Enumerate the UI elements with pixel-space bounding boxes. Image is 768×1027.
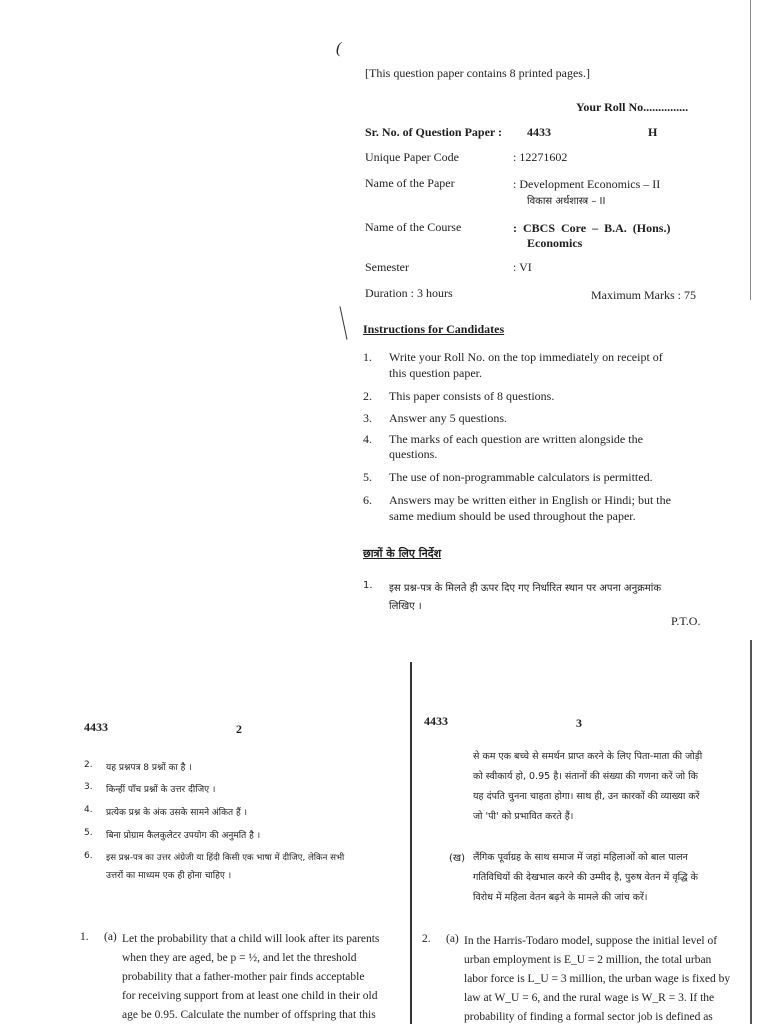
instruction-number: 4.	[363, 432, 372, 446]
item-text: इस प्रश्न-पत्र का उत्तर अंग्रेजी या हिंदी किसी एक भाषा में दीजिए, लेकिन सभी	[106, 853, 345, 863]
instruction-5	[363, 470, 713, 486]
duration: Duration : 3 hours	[365, 286, 453, 300]
instruction-text-cont: questions.	[389, 447, 438, 461]
paper-set: H	[648, 125, 658, 139]
item-text: प्रत्येक प्रश्न के अंक उसके सामने अंकित हैं ।	[106, 808, 248, 818]
page-2-code: 4433	[84, 720, 108, 734]
question-2-number: 2.	[422, 933, 431, 945]
instruction-6	[363, 493, 713, 525]
instruction-text: Answer any 5 questions.	[389, 411, 507, 425]
course-name-label: Name of the Course	[365, 220, 462, 234]
instruction-number: 5.	[363, 470, 372, 484]
sr-no-value: 4433	[527, 125, 551, 139]
sr-no-label: Sr. No. of Question Paper :	[365, 125, 503, 139]
text-line: In the Harris-Todaro model, suppose the initial level of	[464, 935, 718, 947]
instruction-number: 2.	[363, 389, 372, 403]
item-text: यह प्रश्नपत्र 8 प्रश्नों का है ।	[106, 763, 192, 773]
item-number: 4.	[84, 805, 93, 815]
scan-edge	[750, 640, 752, 1024]
text-line: लैंगिक पूर्वाग्रह के साथ समाज में जहां महिलाओं को बाल पालन	[473, 852, 688, 863]
hindi-item-6	[84, 851, 404, 883]
hindi-item-4	[84, 805, 404, 819]
question-2-part-a: (a)	[446, 933, 459, 945]
instruction-text-cont: same medium should be used throughout the paper.	[389, 509, 636, 523]
page-divider	[410, 662, 412, 1024]
text-line: labor force is L_U = 3 million, the urban wage is fixed by	[464, 973, 731, 985]
page-3-number: 3	[576, 716, 582, 730]
text-line: से कम एक बच्चे से समर्थन प्राप्त करने के लिए पिता-माता की जोड़ी	[473, 751, 703, 762]
scan-mark: (	[336, 40, 342, 57]
text-line: विरोध में महिला वेतन बढ़ने के मामले की जांच करें।	[473, 892, 648, 903]
hindi-instructions-title: छात्रों के लिए निर्देश	[363, 547, 442, 560]
page-3-code: 4433	[424, 714, 448, 728]
text-line: law at W_U = 6, and the rural wage is W_R = 3. If the	[464, 992, 715, 1004]
instruction-number: 6.	[363, 493, 372, 507]
hindi-instruction-1-number: 1.	[363, 580, 373, 591]
roll-number-line: Your Roll No...............	[576, 100, 689, 114]
item-text: बिना प्रोग्राम कैलकुलेटर उपयोग की अनुमति है ।	[106, 831, 261, 841]
max-marks: Maximum Marks : 75	[591, 288, 696, 302]
paper-name-value: : Development Economics – II	[513, 177, 661, 191]
text-line: जो 'पी' को प्रभावित करते हैं।	[473, 811, 574, 822]
instruction-3	[363, 411, 713, 427]
hindi-part-b-label: (ख)	[449, 853, 465, 864]
instruction-text: The marks of each question are written alongside the	[389, 432, 643, 446]
scan-edge	[750, 0, 751, 300]
instruction-number: 1.	[363, 350, 372, 364]
instruction-1	[363, 350, 713, 382]
instruction-4	[363, 432, 713, 464]
text-line: probability that a father-mother pair finds acceptable	[122, 971, 365, 983]
item-text: किन्हीं पाँच प्रश्नों के उत्तर दीजिए ।	[106, 785, 216, 795]
hindi-instruction-1-text-cont: लिखिए ।	[389, 601, 422, 612]
text-line: गतिविधियों की देखभाल करने की उम्मीद है, पुरुष वेतन में वृद्धि के	[473, 872, 698, 883]
instruction-number: 3.	[363, 411, 372, 425]
item-number: 2.	[84, 760, 93, 770]
paper-name-hindi: विकास अर्थशास्त्र – II	[527, 196, 606, 207]
text-line: यह दंपति चुनना चाहता होगा। साथ ही, उन कारकों की व्याख्या करें	[473, 791, 700, 802]
question-1a-text	[122, 930, 394, 1025]
text-line: urban employment is E_U = 2 million, the total urban	[464, 954, 712, 966]
hindi-item-5	[84, 828, 404, 842]
course-name-value-2: Economics	[527, 236, 583, 250]
item-text-cont: उत्तरों का माध्यम एक ही होना चाहिए ।	[106, 871, 232, 881]
question-2a-text	[464, 932, 736, 1027]
instruction-2	[363, 389, 713, 405]
instruction-text-cont: this question paper.	[389, 366, 482, 380]
semester-value: : VI	[513, 260, 532, 274]
item-number: 3.	[84, 782, 93, 792]
hindi-item-2	[84, 760, 404, 774]
instruction-text: This paper consists of 8 questions.	[389, 389, 555, 403]
question-1-number: 1.	[80, 931, 89, 943]
semester-label: Semester	[365, 260, 409, 274]
item-number: 6.	[84, 851, 93, 861]
paper-name-label: Name of the Paper	[365, 176, 455, 190]
instruction-text: Answers may be written either in English or Hindi; but the	[389, 493, 671, 507]
instruction-text: The use of non-programmable calculators is permitted.	[389, 470, 653, 484]
question-1-part-a: (a)	[104, 931, 117, 943]
hindi-instruction-1-text: इस प्रश्न-पत्र के मिलते ही ऊपर दिए गए निर्धारित स्थान पर अपना अनुक्रमांक	[389, 583, 662, 594]
text-line: when they are aged, be p = ½, and let the threshold	[122, 952, 357, 964]
text-line: for receiving support from at least one child in their old	[122, 990, 378, 1002]
please-turn-over: P.T.O.	[671, 614, 701, 628]
instruction-text: Write your Roll No. on the top immediately on receipt of	[389, 350, 663, 364]
header-note: [This question paper contains 8 printed pages.]	[365, 66, 590, 80]
scan-artifact-slash	[339, 306, 347, 340]
paper-code-label: Unique Paper Code	[365, 150, 459, 164]
instructions-title: Instructions for Candidates	[363, 322, 505, 336]
hindi-item-3	[84, 782, 404, 796]
text-line: Let the probability that a child will look after its parents	[122, 933, 380, 945]
hindi-part-b-text	[473, 848, 735, 908]
text-line: probability of finding a formal sector job is defined as	[464, 1011, 713, 1023]
item-number: 5.	[84, 828, 93, 838]
text-line: को स्वीकार्य हो, 0.95 है। संतानों की संख्या की गणना करें जो कि	[473, 771, 698, 782]
text-line: age be 0.95. Calculate the number of offspring that this	[122, 1009, 376, 1021]
hindi-continuation	[473, 747, 735, 827]
course-name-value: : CBCS Core – B.A. (Hons.)	[513, 221, 671, 235]
page-2-number: 2	[236, 722, 242, 736]
paper-code-value: : 12271602	[513, 150, 568, 164]
